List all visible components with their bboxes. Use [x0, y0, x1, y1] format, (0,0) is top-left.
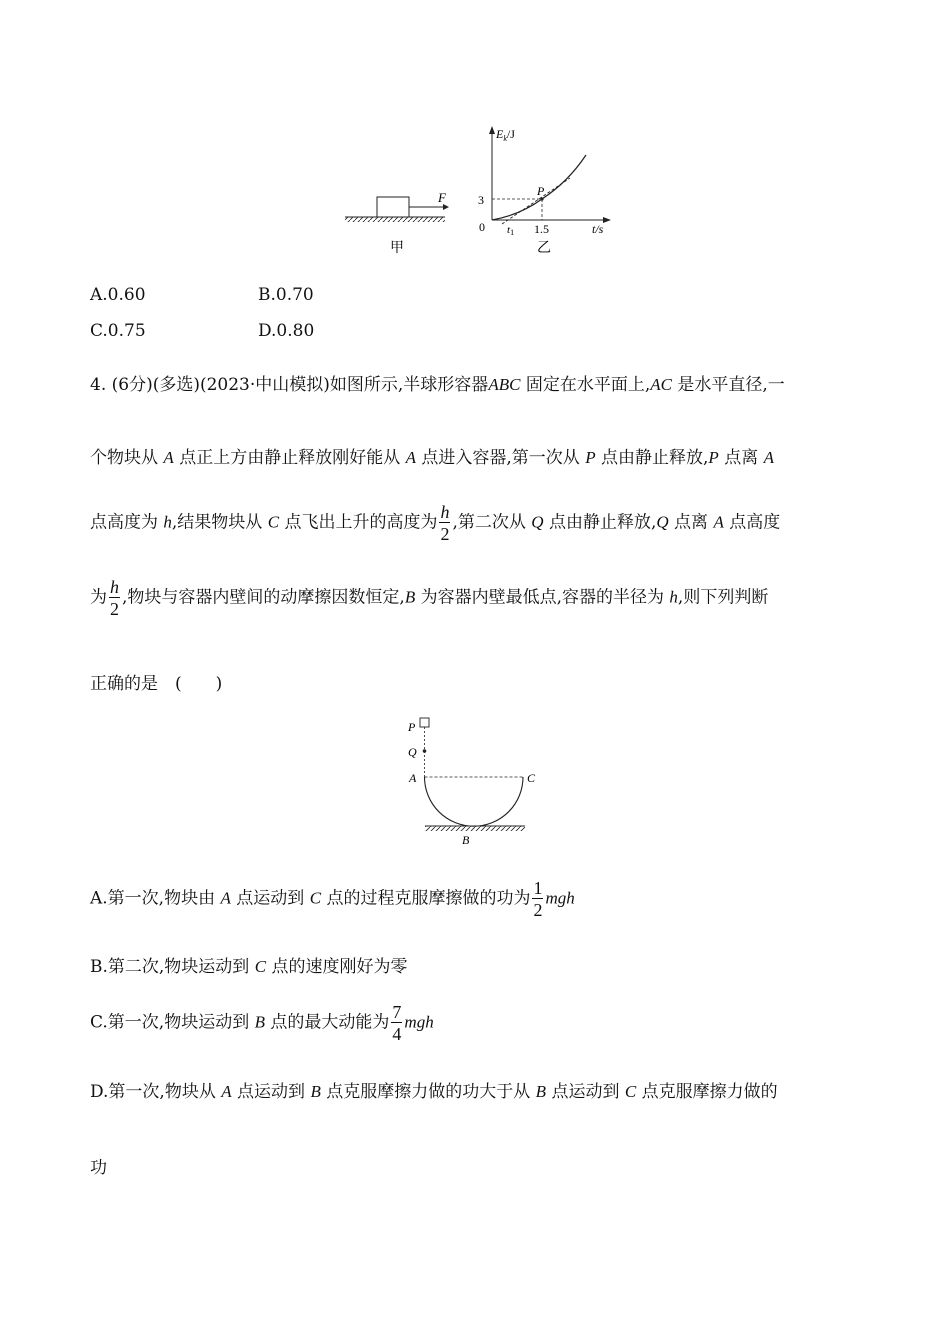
y-axis-arrow — [489, 126, 495, 134]
q4-option-a: A.第一次,物块由 A 点运动到 C 点的过程克服摩擦做的功为 $\frac{1}{2}$ mgh — [90, 878, 575, 920]
option-b: B.0.70 — [258, 285, 314, 305]
label-a: A — [409, 771, 417, 785]
figure-1-svg — [330, 120, 630, 265]
figure-yi-graph — [478, 126, 611, 256]
label-c: C — [527, 771, 536, 785]
q4-option-b: B.第二次,物块运动到 C 点的速度刚好为零 — [90, 957, 408, 977]
q4-line-5: 正确的是 ( ) — [90, 674, 223, 694]
fraction-1-over-2: $\frac{1}{2}$ — [533, 878, 543, 920]
block — [377, 197, 409, 217]
ground-hatch — [345, 217, 445, 222]
y-tick-3: 3 — [478, 193, 484, 207]
figure-hemisphere — [395, 712, 555, 852]
q4-line-1: 4. (6分)(多选)(2023·中山模拟)如图所示,半球形容器ABC 固定在水平面上,AC 是水平直径,一 — [90, 375, 785, 395]
x-tick-1-5: 1.5 — [534, 222, 549, 236]
option-d: D.0.80 — [258, 321, 315, 341]
origin-label: 0 — [479, 220, 485, 234]
label-yi: 乙 — [537, 241, 551, 256]
x-axis-label: t/s — [592, 222, 604, 236]
q4-option-c: C.第一次,物块运动到 B 点的最大动能为 $\frac{7}{4}$ mgh — [90, 1002, 434, 1044]
force-label: F — [438, 190, 446, 205]
point-p-label: P — [537, 184, 545, 198]
label-jia: 甲 — [390, 241, 404, 256]
fraction-7-over-4: $\frac{7}{4}$ — [392, 1002, 402, 1044]
fraction-h-over-2: $\frac{h}{2}$ — [110, 577, 119, 619]
figure-jia — [345, 190, 449, 256]
point-q — [423, 749, 427, 753]
hemisphere-arc — [425, 777, 524, 826]
option-c: C.0.75 — [90, 321, 146, 341]
ground-hatch — [425, 826, 525, 831]
q4-line-4: 为 $\frac{h}{2}$ ,物块与容器内壁间的动摩擦因数恒定,B 为容器内壁最低点,容器的半径为 h,则下列判断 — [90, 577, 769, 619]
y-axis-label: $E_k/J$ — [496, 127, 515, 143]
q4-option-d: D.第一次,物块从 A 点运动到 B 点克服摩擦力做的功大于从 B 点运动到 C 点克服摩擦力做的 — [90, 1082, 778, 1102]
block-p — [420, 718, 429, 727]
fraction-h-over-2: $\frac{h}{2}$ — [440, 502, 450, 544]
label-q: Q — [408, 745, 417, 759]
label-b: B — [462, 833, 470, 847]
label-p: P — [408, 720, 416, 734]
q4-line-3: 点高度为 h,结果物块从 C 点飞出上升的高度为 $\frac{h}{2}$ ,第二次从 Q 点由静止释放,Q 点离 A 点高度 — [90, 502, 781, 544]
option-a: A.0.60 — [90, 285, 146, 305]
x-axis-arrow — [603, 217, 611, 223]
figure-block-and-graph — [330, 120, 630, 265]
q4-option-d-line-2: 功 — [90, 1158, 107, 1178]
figure-2-svg — [395, 712, 555, 852]
q4-line-2: 个物块从 A 点正上方由静止释放刚好能从 A 点进入容器,第一次从 P 点由静止释放,P 点离 A — [90, 448, 775, 468]
t1-label: t1 — [507, 224, 515, 237]
